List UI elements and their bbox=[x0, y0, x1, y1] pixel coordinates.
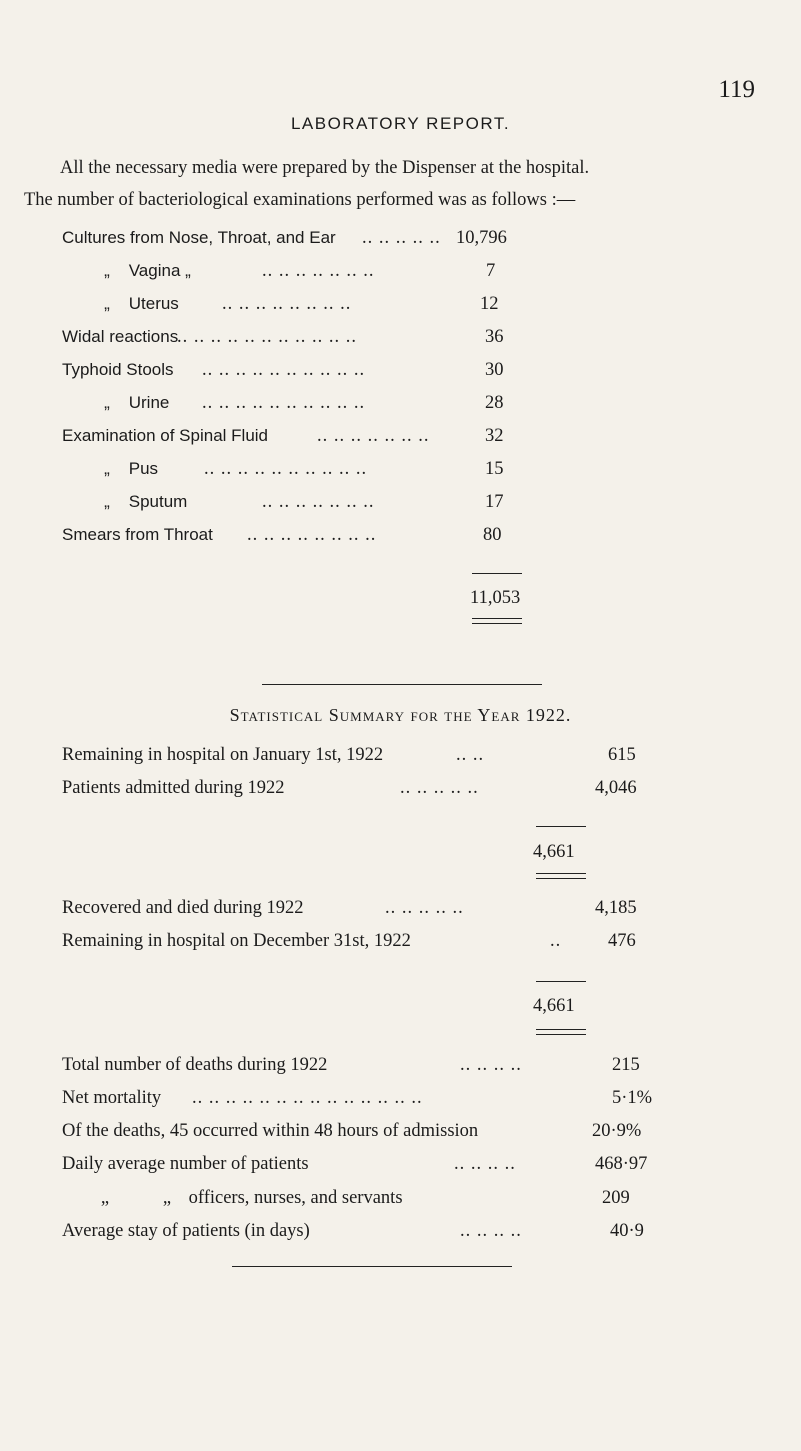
lab-row bbox=[62, 492, 742, 522]
summary-value: 215 bbox=[612, 1055, 640, 1075]
sum-rule bbox=[536, 981, 586, 982]
lab-label: Widal reactions bbox=[62, 327, 179, 346]
total-double-rule bbox=[536, 873, 586, 879]
summary-row bbox=[62, 1088, 762, 1118]
lab-label: Uterus bbox=[128, 294, 179, 313]
page-end-rule bbox=[232, 1266, 512, 1267]
leader-dots: .. .. .. .. .. bbox=[400, 778, 479, 798]
leader-dots: .. .. .. .. .. .. .. .. bbox=[222, 294, 352, 314]
summary-label: Remaining in hospital on December 31st, 1922 bbox=[62, 931, 411, 951]
lab-row bbox=[62, 393, 742, 423]
summary-label: Remaining in hospital on January 1st, 1922 bbox=[62, 745, 384, 765]
lab-row bbox=[62, 426, 742, 456]
leader-dots: .. .. .. .. .. .. .. .. .. .. bbox=[202, 393, 366, 413]
leader-dots: .. .. .. .. .. .. .. .. .. .. .. .. .. .. bbox=[192, 1088, 423, 1108]
lab-value: 32 bbox=[485, 426, 504, 446]
summary-value: 20·9% bbox=[592, 1121, 642, 1141]
intro-paragraph bbox=[24, 152, 781, 216]
leader-dots: .. .. .. .. .. bbox=[385, 898, 464, 918]
lab-value: 17 bbox=[485, 492, 504, 512]
leader-dots: .. .. bbox=[456, 745, 485, 765]
leader-dots: .. .. .. .. .. .. .. .. .. .. bbox=[204, 459, 368, 479]
ditto-mark: „ bbox=[104, 492, 110, 511]
lab-value: 15 bbox=[485, 459, 504, 479]
summary-row bbox=[62, 1154, 762, 1184]
lab-label: Examination of Spinal Fluid bbox=[62, 426, 269, 445]
lab-total: 11,053 bbox=[470, 588, 521, 608]
intro-line-2: The number of bacteriological examinations performed was as follows :— bbox=[24, 190, 576, 210]
ditto-mark: „ bbox=[100, 1188, 110, 1208]
ditto-mark: „ bbox=[162, 1188, 172, 1208]
lab-label: Vagina bbox=[128, 261, 181, 280]
summary-row bbox=[62, 1221, 762, 1251]
summary-value: 476 bbox=[608, 931, 636, 951]
leader-dots: .. .. .. .. .. .. .. .. .. .. bbox=[202, 360, 366, 380]
summary-row bbox=[62, 1188, 762, 1218]
lab-value: 28 bbox=[485, 393, 504, 413]
leader-dots: .. .. .. .. bbox=[460, 1055, 522, 1075]
summary-label: Daily average number of patients bbox=[62, 1154, 309, 1174]
leader-dots: .. .. .. .. bbox=[460, 1221, 522, 1241]
summary-row bbox=[62, 1055, 762, 1085]
section-divider bbox=[262, 684, 542, 685]
leader-dots: .. .. .. .. .. .. .. bbox=[262, 492, 375, 512]
leader-dots: .. bbox=[550, 931, 562, 951]
ditto-mark: „ bbox=[104, 459, 110, 478]
summary-value: 615 bbox=[608, 745, 636, 765]
lab-row bbox=[62, 327, 742, 357]
summary-value: 40·9 bbox=[610, 1221, 644, 1241]
summary-subtotal: 4,661 bbox=[533, 996, 575, 1016]
ditto-mark: „ bbox=[104, 294, 110, 313]
leader-dots: .. .. .. .. .. .. .. .. .. .. .. bbox=[177, 327, 357, 347]
lab-value: 10,796 bbox=[456, 228, 507, 248]
sum-rule bbox=[536, 826, 586, 827]
summary-value: 5·1% bbox=[612, 1088, 653, 1108]
ditto-mark: „ bbox=[185, 261, 191, 280]
lab-row bbox=[62, 459, 742, 489]
page-number: 119 bbox=[718, 76, 755, 103]
summary-value: 4,046 bbox=[595, 778, 637, 798]
summary-label: Average stay of patients (in days) bbox=[62, 1221, 310, 1241]
summary-label: Recovered and died during 1922 bbox=[62, 898, 304, 918]
lab-value: 80 bbox=[483, 525, 502, 545]
summary-row bbox=[62, 898, 762, 928]
summary-row bbox=[62, 745, 762, 775]
summary-label: Net mortality bbox=[62, 1088, 162, 1108]
lab-label: Cultures from Nose, Throat, and Ear bbox=[62, 228, 336, 247]
leader-dots: .. .. .. .. .. .. .. bbox=[262, 261, 375, 281]
lab-row bbox=[62, 360, 742, 390]
lab-row bbox=[62, 294, 742, 324]
summary-label: Total number of deaths during 1922 bbox=[62, 1055, 328, 1075]
summary-row bbox=[62, 778, 762, 808]
leader-dots: .. .. .. .. .. .. .. .. bbox=[247, 525, 377, 545]
ditto-mark: „ bbox=[104, 393, 110, 412]
lab-value: 36 bbox=[485, 327, 504, 347]
lab-label: Pus bbox=[128, 459, 159, 478]
lab-row bbox=[62, 228, 742, 258]
leader-dots: .. .. .. .. bbox=[454, 1154, 516, 1174]
total-double-rule bbox=[472, 618, 522, 624]
summary-value: 4,185 bbox=[595, 898, 637, 918]
lab-label: Typhoid Stools bbox=[62, 360, 174, 379]
leader-dots: .. .. .. .. .. .. .. bbox=[317, 426, 430, 446]
leader-dots: .. .. .. .. .. bbox=[362, 228, 441, 248]
lab-value: 12 bbox=[480, 294, 499, 314]
lab-value: 7 bbox=[486, 261, 496, 281]
lab-value: 30 bbox=[485, 360, 504, 380]
ditto-mark: „ bbox=[104, 261, 110, 280]
summary-label: officers, nurses, and servants bbox=[188, 1188, 403, 1208]
page-title: LABORATORY REPORT. bbox=[290, 114, 511, 133]
lab-label: Sputum bbox=[128, 492, 188, 511]
intro-line-1: All the necessary media were prepared by the Dispenser at the hospital. bbox=[60, 158, 590, 178]
summary-label: Of the deaths, 45 occurred within 48 hours of admission bbox=[62, 1121, 479, 1141]
lab-row bbox=[62, 525, 742, 555]
summary-row bbox=[62, 931, 762, 961]
summary-row bbox=[62, 1121, 762, 1151]
lab-row bbox=[62, 261, 742, 291]
summary-value: 209 bbox=[602, 1188, 630, 1208]
summary-subtotal: 4,661 bbox=[533, 842, 575, 862]
summary-label: Patients admitted during 1922 bbox=[62, 778, 285, 798]
lab-label: Urine bbox=[128, 393, 170, 412]
summary-value: 468·97 bbox=[595, 1154, 648, 1174]
sum-rule bbox=[472, 573, 522, 574]
section-heading: Statistical Summary for the Year 1922. bbox=[229, 705, 572, 725]
lab-label: Smears from Throat bbox=[62, 525, 213, 544]
total-double-rule bbox=[536, 1029, 586, 1035]
